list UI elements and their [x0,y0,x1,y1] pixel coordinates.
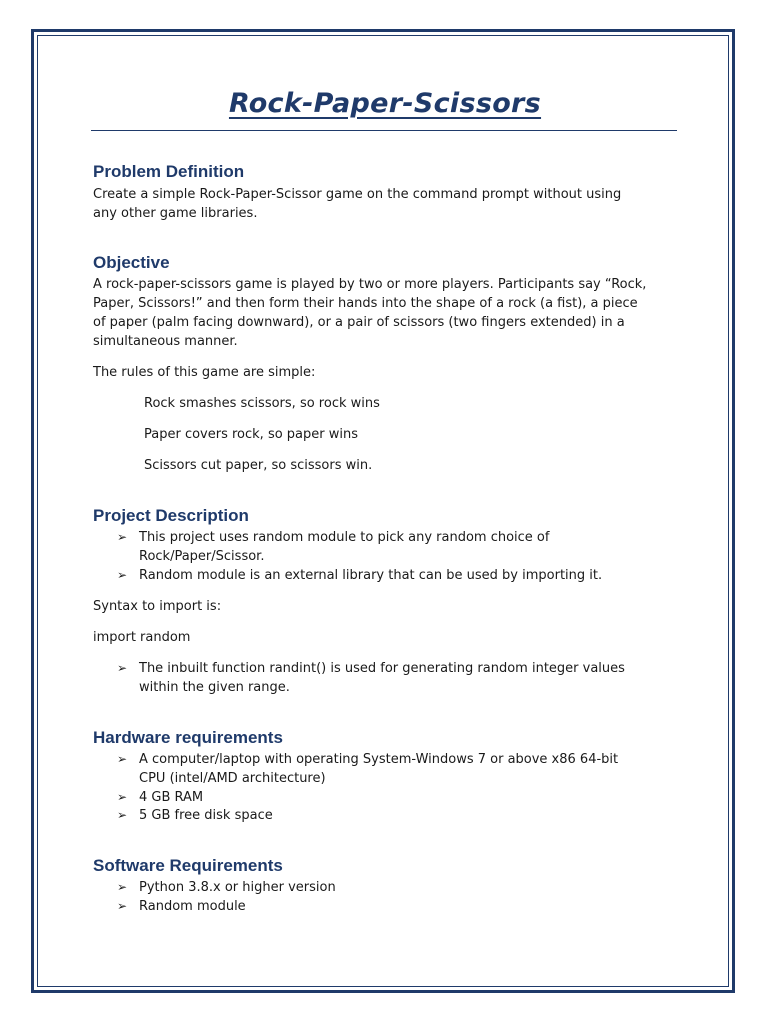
hardware-bullet-line: CPU (intel/AMD architecture) [139,771,326,786]
arrow-bullet-icon: ➢ [117,790,128,804]
software-bullet-line: Random module [139,899,246,914]
objective-heading: Objective [93,253,170,272]
objective-line: of paper (palm facing downward), or a pair of scissors (two fingers extended) in a [93,315,625,330]
import-line: import random [93,630,191,645]
problem-definition-heading: Problem Definition [93,162,245,181]
project-bullet-line: Rock/Paper/Scissor. [139,549,265,564]
arrow-bullet-icon: ➢ [117,568,128,582]
document-title: Rock-Paper-Scissors [228,88,542,119]
hardware-bullet-line: 5 GB free disk space [139,808,273,823]
arrow-bullet-icon: ➢ [117,752,128,766]
rule-item: Rock smashes scissors, so rock wins [144,396,380,411]
hardware-bullet-line: A computer/laptop with operating System-Windows 7 or above x86 64-bit [139,752,619,767]
problem-definition-line: Create a simple Rock-Paper-Scissor game on the command prompt without using [93,187,622,202]
syntax-label: Syntax to import is: [93,599,222,614]
arrow-bullet-icon: ➢ [117,880,128,894]
arrow-bullet-icon: ➢ [117,530,128,544]
hardware-bullet-line: 4 GB RAM [139,790,204,805]
project-description-heading: Project Description [93,506,249,525]
rules-intro: The rules of this game are simple: [93,365,316,380]
software-requirements-heading: Software Requirements [93,856,283,875]
problem-definition-line: any other game libraries. [93,206,258,221]
rule-item: Paper covers rock, so paper wins [144,427,359,442]
software-bullet-line: Python 3.8.x or higher version [139,880,336,895]
project-bullet-line: within the given range. [139,680,290,695]
rule-item: Scissors cut paper, so scissors win. [144,458,373,473]
title-rule [91,130,677,131]
objective-line: A rock-paper-scissors game is played by two or more players. Participants say “Rock, [93,277,647,292]
arrow-bullet-icon: ➢ [117,899,128,913]
hardware-requirements-heading: Hardware requirements [93,728,283,747]
project-bullet-line: The inbuilt function randint() is used for generating random integer values [139,661,625,676]
objective-line: simultaneous manner. [93,334,238,349]
project-bullet-line: This project uses random module to pick any random choice of [139,530,550,545]
objective-line: Paper, Scissors!” and then form their hands into the shape of a rock (a fist), a piece [93,296,638,311]
arrow-bullet-icon: ➢ [117,661,128,675]
arrow-bullet-icon: ➢ [117,808,128,822]
project-bullet-line: Random module is an external library that can be used by importing it. [139,568,603,583]
